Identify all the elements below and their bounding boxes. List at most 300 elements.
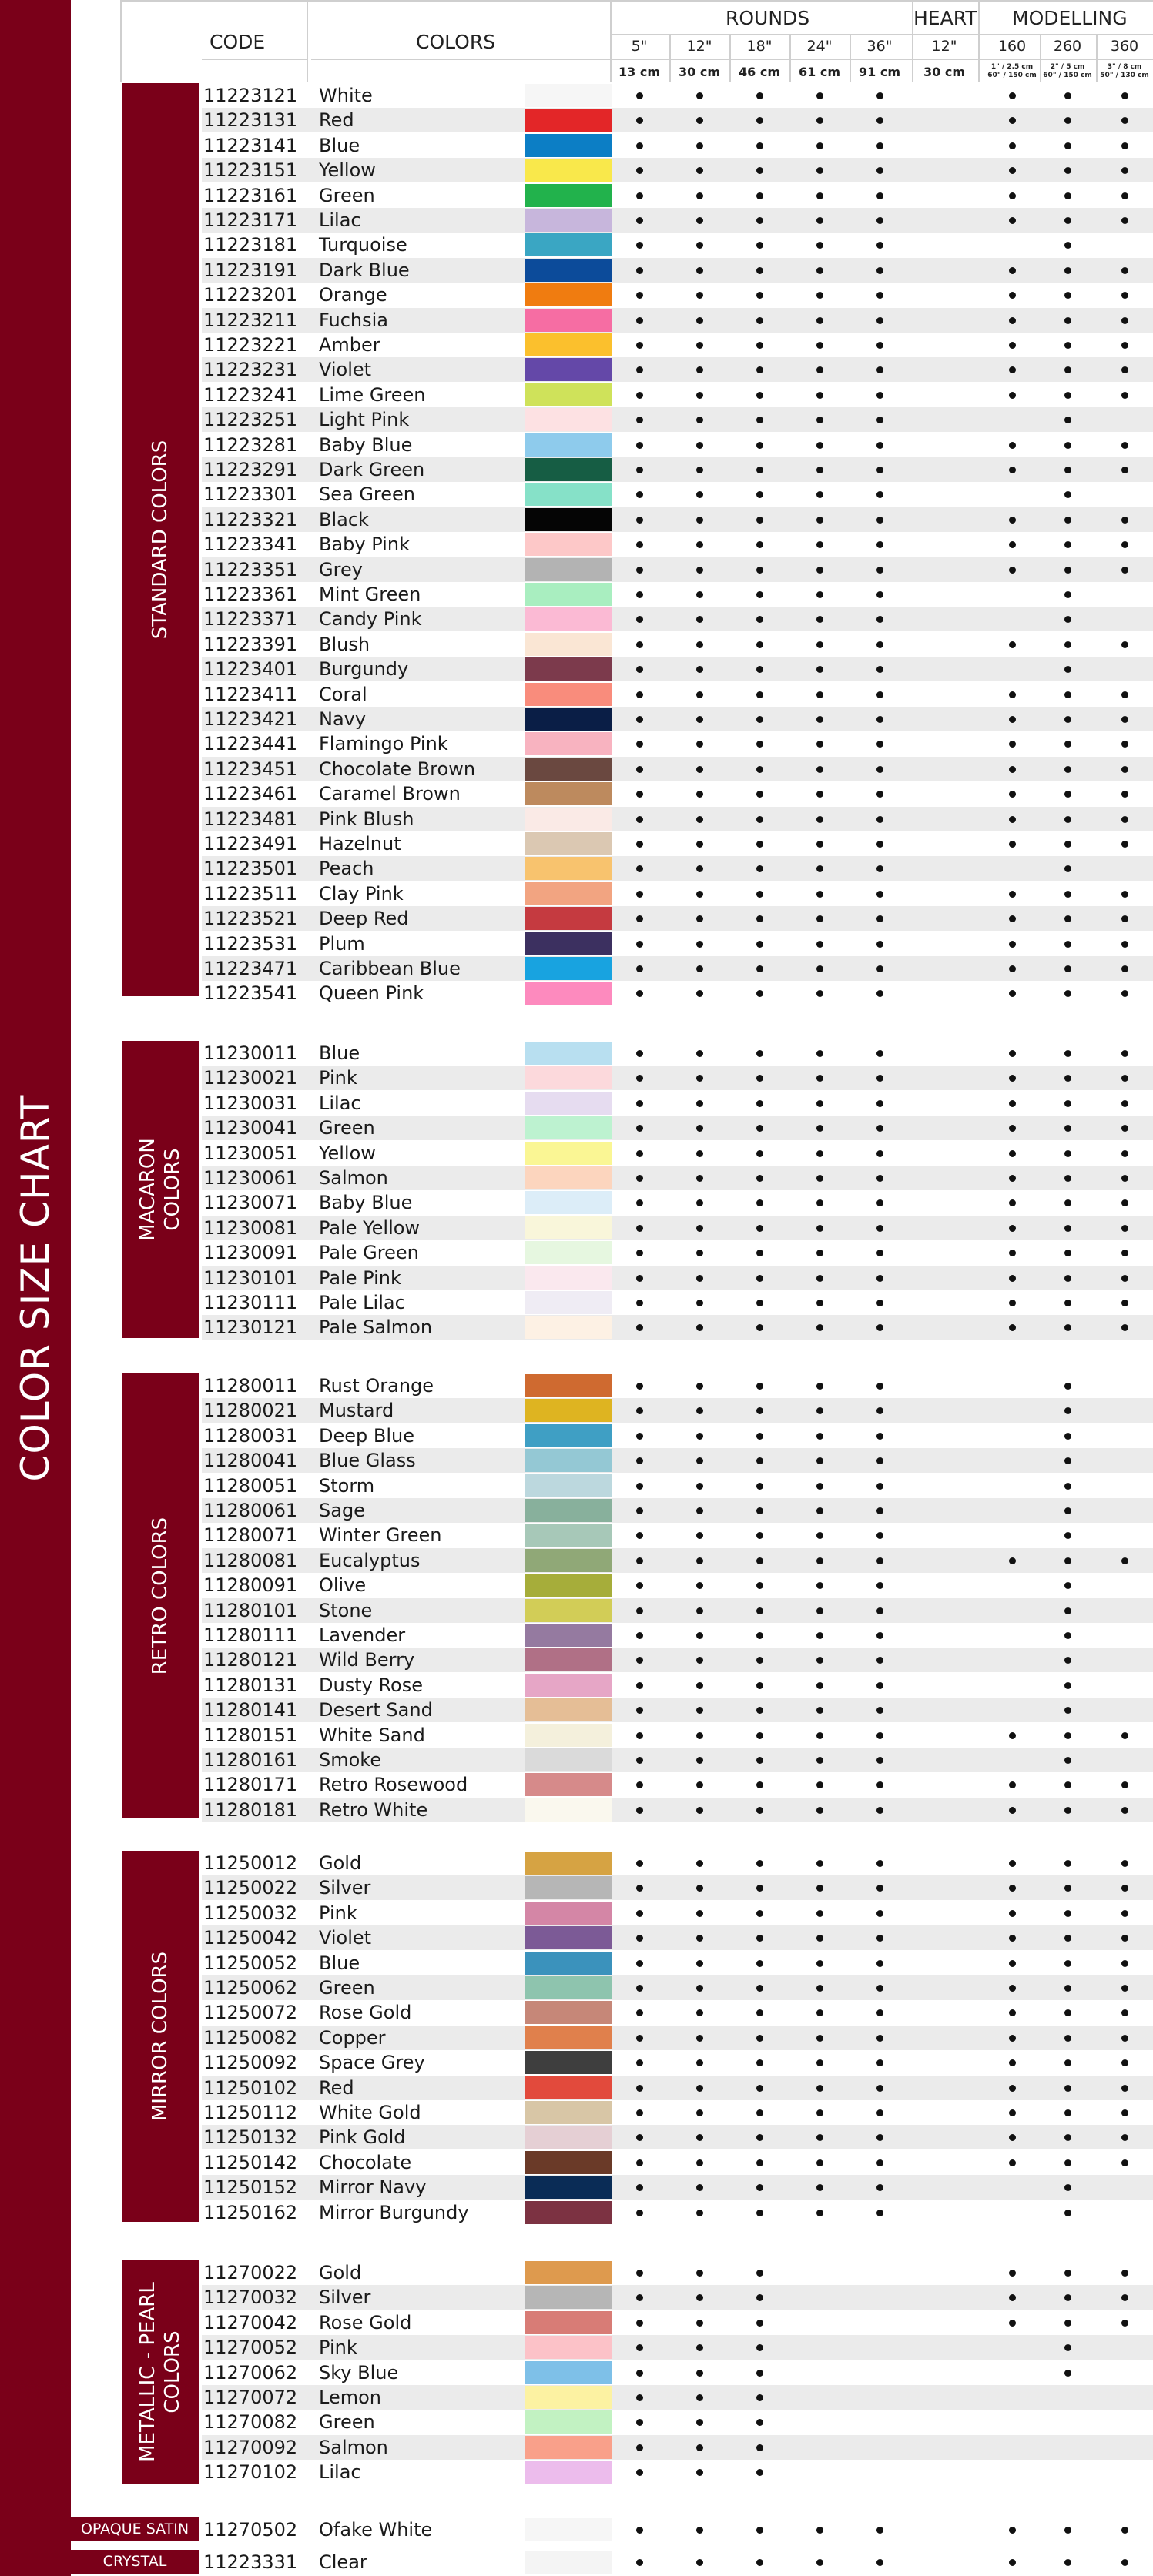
- availability-dot: [1064, 442, 1071, 449]
- color-code: 11280171: [203, 1774, 298, 1796]
- sidebar: [0, 0, 71, 2576]
- availability-dot: [1009, 1199, 1016, 1206]
- availability-dot: [1121, 2559, 1128, 2566]
- availability-dot: [816, 117, 823, 124]
- table-row: [202, 1875, 1153, 1900]
- availability-dot: [1064, 1050, 1071, 1057]
- availability-dot: [1121, 1732, 1128, 1739]
- availability-dot: [756, 2320, 763, 2327]
- table-row: [202, 333, 1153, 357]
- availability-dot: [876, 1607, 883, 1614]
- availability-dot: [756, 1557, 763, 1564]
- availability-dot: [876, 2159, 883, 2166]
- availability-dot: [696, 1707, 703, 1714]
- availability-dot: [1009, 366, 1016, 373]
- availability-dot: [876, 965, 883, 972]
- availability-dot: [1121, 1050, 1128, 1057]
- availability-dot: [876, 1457, 883, 1464]
- availability-dot: [756, 1582, 763, 1589]
- availability-dot: [1064, 92, 1071, 99]
- availability-dot: [1064, 1125, 1071, 1132]
- availability-dot: [1064, 2109, 1071, 2116]
- color-name: Pink: [319, 2337, 357, 2359]
- size-header-label: 24": [806, 38, 833, 55]
- color-name: Ofake White: [319, 2519, 433, 2541]
- availability-dot: [756, 1407, 763, 1414]
- color-code: 11270092: [203, 2436, 298, 2458]
- color-code: 11250092: [203, 2052, 298, 2074]
- availability-dot: [696, 2035, 703, 2042]
- availability-dot: [636, 1632, 643, 1639]
- availability-dot: [696, 1250, 703, 1256]
- availability-dot: [1121, 1150, 1128, 1157]
- availability-dot: [1009, 816, 1016, 823]
- availability-dot: [756, 2059, 763, 2066]
- availability-dot: [1064, 517, 1071, 524]
- availability-dot: [876, 1757, 883, 1764]
- availability-dot: [1121, 691, 1128, 698]
- availability-dot: [1064, 1781, 1071, 1788]
- availability-dot: [636, 591, 643, 598]
- availability-dot: [756, 1732, 763, 1739]
- color-name: Mint Green: [319, 584, 421, 605]
- availability-dot: [816, 1175, 823, 1182]
- availability-dot: [1121, 292, 1128, 299]
- availability-dot: [1064, 1532, 1071, 1539]
- color-name: Flamingo Pink: [319, 733, 448, 755]
- availability-dot: [816, 392, 823, 399]
- availability-dot: [1121, 442, 1128, 449]
- availability-dot: [1009, 392, 1016, 399]
- table-row: [202, 2076, 1153, 2100]
- availability-dot: [636, 1960, 643, 1967]
- color-name: Deep Blue: [319, 1424, 414, 1447]
- color-name: Lilac: [319, 2461, 361, 2484]
- section-band: [122, 1851, 199, 2222]
- section-band: [122, 83, 199, 996]
- availability-dot: [756, 2109, 763, 2116]
- color-code: 11250132: [203, 2126, 298, 2149]
- color-code: 11280141: [203, 1699, 298, 1721]
- availability-dot: [876, 2559, 883, 2566]
- availability-dot: [1121, 2294, 1128, 2301]
- section-band: [122, 1373, 199, 1818]
- availability-dot: [756, 591, 763, 598]
- availability-dot: [756, 641, 763, 648]
- availability-dot: [636, 2210, 643, 2216]
- availability-dot: [816, 1532, 823, 1539]
- availability-dot: [816, 791, 823, 798]
- color-swatch: [525, 2386, 612, 2409]
- color-code: 11223201: [203, 284, 298, 306]
- table-row: [202, 2200, 1153, 2225]
- color-name: Mirror Burgundy: [319, 2201, 469, 2223]
- color-swatch: [525, 383, 612, 406]
- availability-dot: [696, 2109, 703, 2116]
- availability-dot: [636, 242, 643, 249]
- availability-dot: [1009, 167, 1016, 174]
- color-swatch: [525, 1316, 612, 1339]
- availability-dot: [876, 1175, 883, 1182]
- availability-dot: [1064, 242, 1071, 249]
- color-name: Grey: [319, 558, 363, 580]
- column-divider: [789, 34, 791, 82]
- color-name: Burgundy: [319, 658, 409, 681]
- color-swatch: [525, 433, 612, 457]
- availability-dot: [1064, 941, 1071, 948]
- availability-dot: [1121, 766, 1128, 773]
- color-name: Lime Green: [319, 383, 426, 406]
- color-swatch: [525, 2151, 612, 2174]
- availability-dot: [1121, 2009, 1128, 2016]
- color-name: Violet: [319, 1927, 372, 1949]
- availability-dot: [1121, 841, 1128, 848]
- availability-dot: [816, 1657, 823, 1664]
- header-divider: [120, 0, 122, 82]
- color-name: Space Grey: [319, 2052, 425, 2074]
- availability-dot: [756, 2294, 763, 2301]
- color-code: 11223291: [203, 459, 298, 480]
- availability-dot: [876, 1150, 883, 1157]
- availability-dot: [876, 891, 883, 898]
- availability-dot: [816, 716, 823, 723]
- color-name: Caramel Brown: [319, 783, 461, 805]
- availability-dot: [1009, 891, 1016, 898]
- color-code: 11280151: [203, 1724, 298, 1746]
- availability-dot: [1121, 791, 1128, 798]
- column-divider: [978, 0, 980, 82]
- availability-dot: [636, 791, 643, 798]
- table-row: [202, 2100, 1153, 2125]
- availability-dot: [756, 1657, 763, 1664]
- size-header-sub: 1" / 2.5 cm 60" / 150 cm: [987, 63, 1037, 79]
- color-swatch: [525, 1698, 612, 1721]
- table-row: [202, 1598, 1153, 1623]
- color-name: Deep Red: [319, 908, 409, 930]
- availability-dot: [1009, 741, 1016, 748]
- color-code: 11223331: [203, 2551, 298, 2573]
- availability-dot: [756, 1632, 763, 1639]
- table-row: [202, 582, 1153, 607]
- availability-dot: [876, 2134, 883, 2141]
- color-name: Clay Pink: [319, 882, 404, 905]
- availability-dot: [1009, 1150, 1016, 1157]
- availability-dot: [816, 1075, 823, 1082]
- table-row: [202, 1240, 1153, 1265]
- availability-dot: [636, 1507, 643, 1514]
- availability-dot: [1064, 1075, 1071, 1082]
- color-swatch: [525, 2336, 612, 2359]
- availability-dot: [1121, 2320, 1128, 2327]
- color-name: Sky Blue: [319, 2361, 399, 2384]
- availability-dot: [756, 2035, 763, 2042]
- availability-dot: [1009, 1885, 1016, 1892]
- availability-dot: [876, 1383, 883, 1390]
- section-label: METALLIC - PEARL COLORS: [136, 2282, 184, 2462]
- availability-dot: [1009, 1050, 1016, 1057]
- table-row: [202, 1723, 1153, 1748]
- color-name: Winter Green: [319, 1524, 442, 1547]
- color-code: 11280111: [203, 1624, 298, 1646]
- availability-dot: [636, 2469, 643, 2476]
- availability-dot: [876, 2527, 883, 2534]
- table-row: [202, 383, 1153, 407]
- color-name: Retro White: [319, 1798, 428, 1821]
- availability-dot: [696, 1100, 703, 1107]
- color-swatch: [525, 1291, 612, 1314]
- availability-dot: [816, 2210, 823, 2216]
- availability-dot: [1009, 342, 1016, 349]
- color-name: Pale Salmon: [319, 1316, 433, 1339]
- availability-dot: [876, 417, 883, 423]
- color-swatch: [525, 1524, 612, 1547]
- color-code: 11280091: [203, 1574, 298, 1597]
- color-name: Orange: [319, 284, 387, 306]
- color-name: Pale Green: [319, 1242, 419, 1264]
- color-code: 11280101: [203, 1599, 298, 1621]
- availability-dot: [1009, 1985, 1016, 1992]
- availability-dot: [696, 1483, 703, 1490]
- availability-dot: [636, 1557, 643, 1564]
- table-row: [202, 208, 1153, 233]
- color-code: 11223451: [203, 758, 298, 780]
- availability-dot: [696, 1607, 703, 1614]
- availability-dot: [756, 2370, 763, 2377]
- availability-dot: [696, 1935, 703, 1942]
- availability-dot: [1009, 2009, 1016, 2016]
- size-header-label: 160: [997, 38, 1027, 55]
- color-swatch: [525, 558, 612, 581]
- color-name: Rust Orange: [319, 1375, 434, 1397]
- availability-dot: [696, 591, 703, 598]
- color-swatch: [525, 508, 612, 531]
- availability-dot: [636, 2109, 643, 2116]
- availability-dot: [636, 2009, 643, 2016]
- availability-dot: [756, 691, 763, 698]
- availability-dot: [816, 142, 823, 149]
- color-swatch: [525, 857, 612, 880]
- table-row: [202, 183, 1153, 208]
- availability-dot: [876, 915, 883, 922]
- availability-dot: [756, 1707, 763, 1714]
- availability-dot: [876, 2085, 883, 2092]
- availability-dot: [816, 92, 823, 99]
- availability-dot: [816, 891, 823, 898]
- availability-dot: [696, 1632, 703, 1639]
- availability-dot: [756, 1300, 763, 1306]
- color-name: Baby Blue: [319, 433, 413, 456]
- color-swatch: [525, 283, 612, 306]
- availability-dot: [1121, 92, 1128, 99]
- color-code: 11280161: [203, 1749, 298, 1771]
- availability-dot: [636, 1935, 643, 1942]
- availability-dot: [756, 442, 763, 449]
- color-name: Blue Glass: [319, 1450, 416, 1472]
- availability-dot: [816, 1407, 823, 1414]
- availability-dot: [876, 2009, 883, 2016]
- color-code: 11230051: [203, 1142, 298, 1164]
- availability-dot: [756, 1433, 763, 1440]
- availability-dot: [1121, 517, 1128, 524]
- table-row: [202, 457, 1153, 482]
- availability-dot: [1009, 1860, 1016, 1867]
- table-row: [202, 1373, 1153, 1398]
- availability-dot: [636, 1383, 643, 1390]
- availability-dot: [1121, 1125, 1128, 1132]
- availability-dot: [696, 2159, 703, 2166]
- availability-dot: [636, 766, 643, 773]
- color-code: 11230041: [203, 1117, 298, 1139]
- color-code: 11230071: [203, 1192, 298, 1214]
- availability-dot: [1064, 766, 1071, 773]
- availability-dot: [876, 1275, 883, 1282]
- availability-dot: [756, 741, 763, 748]
- color-swatch: [525, 1092, 612, 1115]
- availability-dot: [876, 1050, 883, 1057]
- availability-dot: [816, 2035, 823, 2042]
- availability-dot: [756, 1483, 763, 1490]
- color-code: 11280071: [203, 1524, 298, 1547]
- color-name: Turquoise: [319, 234, 407, 256]
- availability-dot: [1121, 167, 1128, 174]
- availability-dot: [696, 666, 703, 673]
- availability-dot: [636, 167, 643, 174]
- availability-dot: [756, 1457, 763, 1464]
- availability-dot: [816, 1125, 823, 1132]
- availability-dot: [1121, 392, 1128, 399]
- color-name: Chocolate: [319, 2151, 412, 2173]
- color-code: 11223501: [203, 858, 298, 880]
- availability-dot: [1064, 1682, 1071, 1689]
- availability-dot: [1121, 1935, 1128, 1942]
- availability-dot: [696, 242, 703, 249]
- availability-dot: [1064, 541, 1071, 548]
- color-swatch: [525, 932, 612, 955]
- size-header-label: 18": [746, 38, 773, 55]
- color-code: 11270502: [203, 2519, 298, 2541]
- availability-dot: [1009, 517, 1016, 524]
- color-code: 11223301: [203, 483, 298, 506]
- availability-dot: [696, 691, 703, 698]
- availability-dot: [816, 865, 823, 872]
- color-name: Silver: [319, 1877, 371, 1899]
- availability-dot: [636, 1300, 643, 1306]
- availability-dot: [816, 1985, 823, 1992]
- color-code: 11223251: [203, 409, 298, 431]
- availability-dot: [1064, 417, 1071, 423]
- availability-dot: [756, 366, 763, 373]
- color-swatch: [525, 1449, 612, 1472]
- availability-dot: [1064, 1225, 1071, 1232]
- availability-dot: [1121, 1275, 1128, 1282]
- availability-dot: [876, 1935, 883, 1942]
- availability-dot: [756, 2469, 763, 2476]
- availability-dot: [1064, 2059, 1071, 2066]
- availability-dot: [1064, 990, 1071, 997]
- availability-dot: [1064, 1657, 1071, 1664]
- availability-dot: [696, 1985, 703, 1992]
- header-code: CODE: [209, 31, 266, 53]
- availability-dot: [696, 791, 703, 798]
- availability-dot: [1064, 691, 1071, 698]
- table-row: [202, 1548, 1153, 1573]
- color-swatch: [525, 1474, 612, 1497]
- color-name: Blue: [319, 1952, 360, 1974]
- availability-dot: [816, 841, 823, 848]
- availability-dot: [1009, 791, 1016, 798]
- availability-dot: [876, 217, 883, 224]
- color-code: 11223221: [203, 334, 298, 356]
- availability-dot: [876, 591, 883, 598]
- table-row: [202, 1266, 1153, 1290]
- table-row: [202, 2125, 1153, 2149]
- table-row: [202, 2000, 1153, 2025]
- availability-dot: [636, 2159, 643, 2166]
- color-swatch: [525, 1574, 612, 1597]
- size-header-sub: 13 cm: [618, 65, 660, 79]
- availability-dot: [756, 1532, 763, 1539]
- availability-dot: [696, 467, 703, 473]
- color-code: 11280011: [203, 1375, 298, 1397]
- color-name: Baby Pink: [319, 534, 410, 556]
- availability-dot: [816, 1507, 823, 1514]
- availability-dot: [756, 2270, 763, 2277]
- color-swatch: [525, 758, 612, 781]
- availability-dot: [1121, 965, 1128, 972]
- table-row: [202, 632, 1153, 657]
- availability-dot: [1064, 2294, 1071, 2301]
- availability-dot: [636, 990, 643, 997]
- table-row: [202, 2175, 1153, 2200]
- availability-dot: [696, 616, 703, 623]
- color-name: Wild Berry: [319, 1649, 415, 1671]
- availability-dot: [816, 915, 823, 922]
- color-swatch: [525, 657, 612, 681]
- availability-dot: [1009, 92, 1016, 99]
- availability-dot: [696, 1407, 703, 1414]
- header-modelling: MODELLING: [1012, 7, 1128, 29]
- availability-dot: [696, 1910, 703, 1917]
- table-row: [202, 133, 1153, 158]
- availability-dot: [876, 2109, 883, 2116]
- availability-dot: [756, 167, 763, 174]
- availability-dot: [636, 142, 643, 149]
- availability-dot: [1009, 1075, 1016, 1082]
- availability-dot: [636, 1483, 643, 1490]
- availability-dot: [756, 567, 763, 574]
- availability-dot: [696, 2419, 703, 2426]
- table-row: [202, 2550, 1153, 2574]
- availability-dot: [816, 2184, 823, 2191]
- availability-dot: [1064, 1732, 1071, 1739]
- availability-dot: [756, 1383, 763, 1390]
- availability-dot: [1064, 791, 1071, 798]
- availability-dot: [636, 317, 643, 324]
- availability-dot: [1009, 1275, 1016, 1282]
- section-label: STANDARD COLORS: [149, 440, 172, 640]
- color-code: 11280031: [203, 1424, 298, 1447]
- section-label: OPAQUE SATIN: [71, 2517, 199, 2541]
- availability-dot: [1009, 990, 1016, 997]
- availability-dot: [876, 990, 883, 997]
- availability-dot: [636, 1732, 643, 1739]
- color-swatch: [525, 184, 612, 207]
- color-code: 11223471: [203, 958, 298, 979]
- availability-dot: [816, 1300, 823, 1306]
- color-code: 11280041: [203, 1450, 298, 1472]
- color-code: 11223181: [203, 234, 298, 256]
- color-code: 11223131: [203, 109, 298, 132]
